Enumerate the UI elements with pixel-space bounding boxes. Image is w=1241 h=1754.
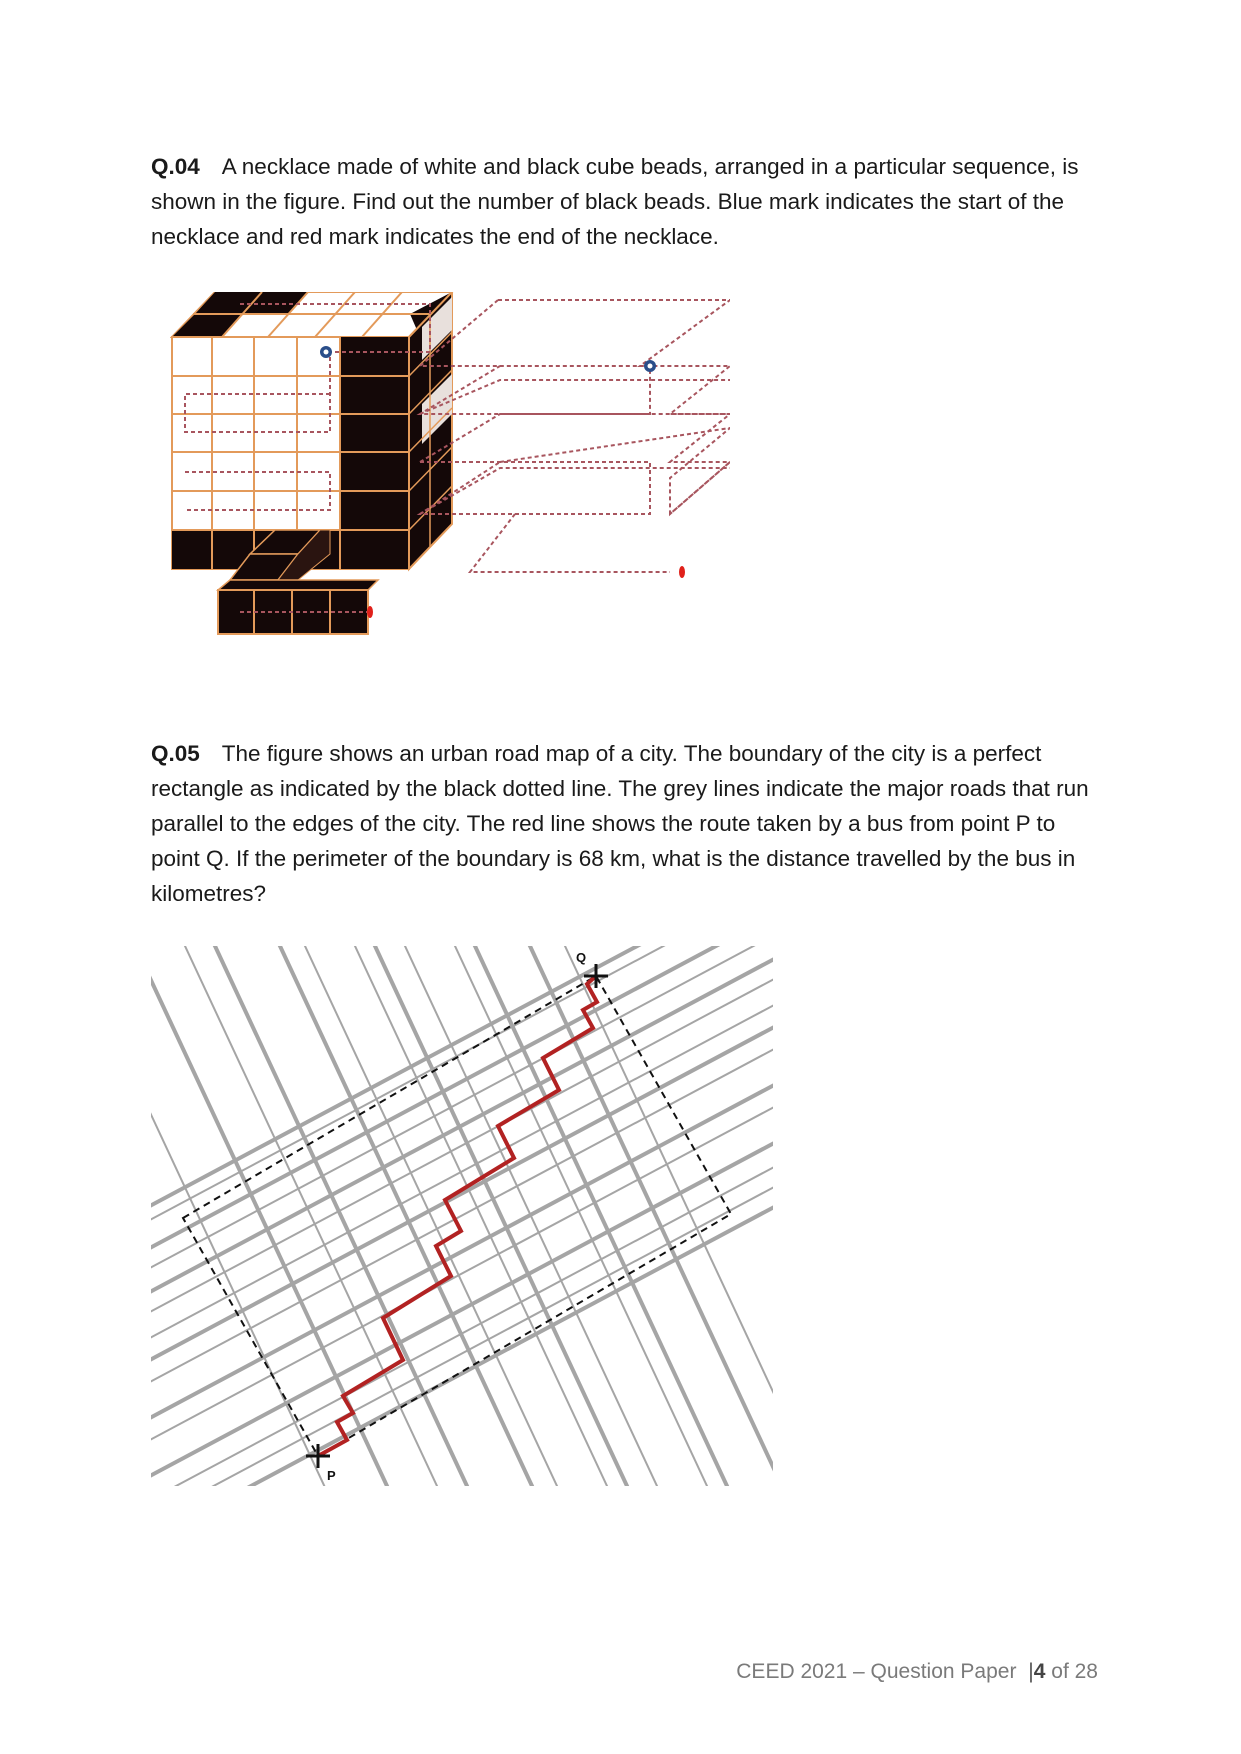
footer-title: CEED 2021 – Question Paper [736,1660,1017,1683]
question-text: A necklace made of white and black cube beads, arranged in a particular sequence, is shown in the figure. Find out the number of black beads. Blue mark indicates the start of the necklace and red mark indicates the end of the necklace. [151,154,1079,249]
page-total: of 28 [1051,1660,1098,1683]
question-text: The figure shows an urban road map of a city. The boundary of the city is a perfect rectangle as indicated by the black dotted line. The grey lines indicate the major roads that run parallel to the edges of the city. The red line shows the route taken by a bus from point P to point Q. If the perimeter of the boundary is 68 km, what is the distance travelled by the bus in kilometres? [151,741,1089,906]
bead-cube-drawing [172,292,452,634]
necklace-path-diagram [420,300,730,578]
bus-route [318,976,597,1456]
city-boundary [183,976,731,1456]
question-5 [151,736,1101,911]
point-p-label: P [327,1468,336,1483]
necklace-figure [170,292,730,652]
end-mark-icon [367,606,373,618]
point-q-label: Q [576,950,587,965]
footer-separator: | [1028,1660,1034,1683]
question-number: Q.04 [151,154,200,179]
question-4 [151,149,1101,254]
question-number: Q.05 [151,741,200,766]
road-map-figure [151,946,773,1486]
page-number: 4 [1033,1660,1046,1683]
page-footer [736,1660,1098,1684]
major-roads [151,946,773,1486]
